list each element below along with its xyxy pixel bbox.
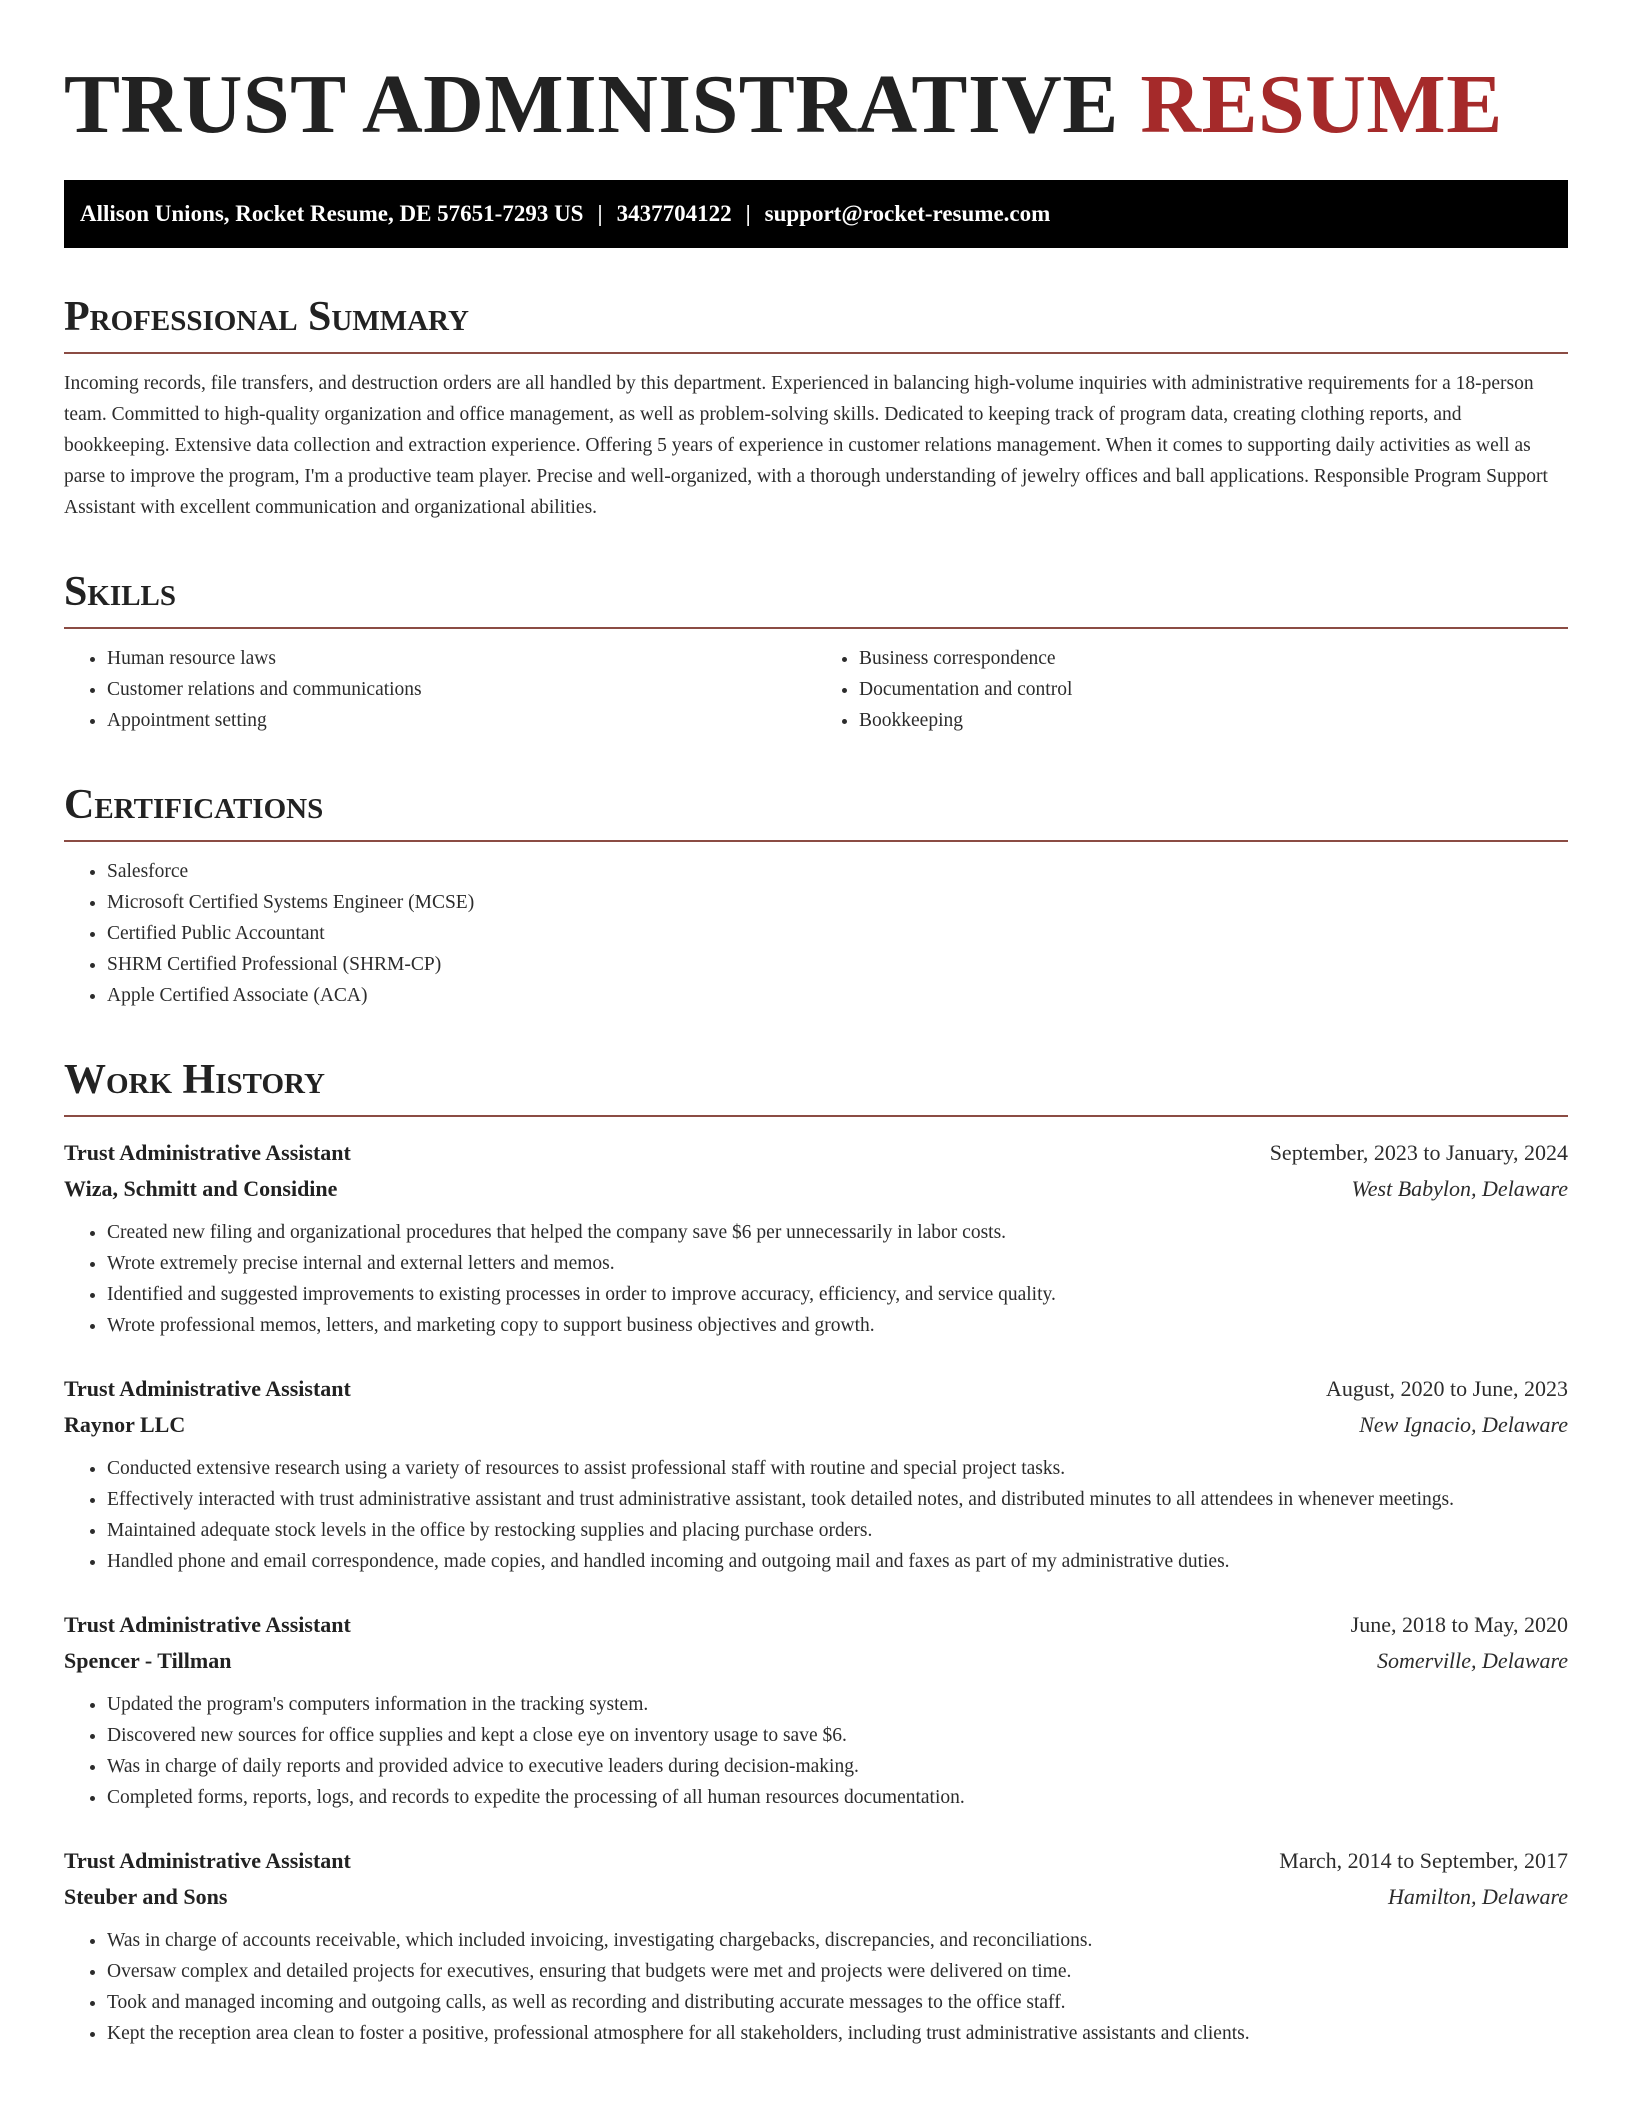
job-bullets	[64, 1453, 1568, 1577]
job-header-row	[64, 1371, 1568, 1407]
job-entry	[64, 1843, 1568, 2049]
skills-list	[64, 643, 1568, 736]
job-company: Raynor LLC	[64, 1412, 186, 1437]
summary-text: Incoming records, file transfers, and destruction orders are all handled by this department. Experienced in balancing high-volume inquiries with administrative requirements for a 18-person team. Committed to high-quality organization and office management, as well as problem-solving skills. Dedicated to keeping track of program data, creating clothing reports, and bookkeeping. Extensive data collection and extraction experience. Offering 5 years of experience in customer relations management. When it comes to supporting daily activities as well as parse to improve the program, I'm a productive team player. Precise and well-organized, with a thorough understanding of jewelry offices and ball applications. Responsible Program Support Assistant with excellent communication and organizational abilities.	[64, 373, 1548, 518]
skills-column-right	[816, 643, 1568, 736]
job-bullet: • Took and managed incoming and outgoing calls, as well as recording and distributing accurate messages to the office staff.	[107, 1987, 1568, 2018]
job-dates: September, 2023 to January, 2024	[1269, 1140, 1568, 1165]
contact-separator: |	[597, 201, 603, 226]
section-heading-skills: Skills	[64, 567, 1568, 629]
job-bullet: • Completed forms, reports, logs, and records to expedite the processing of all human resources documentation.	[107, 1782, 1568, 1813]
job-header-row	[64, 1843, 1568, 1879]
job-bullet: • Was in charge of daily reports and provided advice to executive leaders during decision-making.	[107, 1751, 1568, 1782]
job-bullet: • Conducted extensive research using a variety of resources to assist professional staff with routine and special project tasks.	[107, 1453, 1568, 1484]
job-header-row	[64, 1135, 1568, 1171]
certifications-list	[64, 856, 1568, 1011]
job-title: Trust Administrative Assistant	[64, 1140, 351, 1165]
job-bullet: • Was in charge of accounts receivable, which included invoicing, investigating chargebacks, discrepancies, and reconciliations.	[107, 1925, 1568, 1956]
job-company-row	[64, 1879, 1568, 1915]
job-bullet: • Kept the reception area clean to foster a positive, professional atmosphere for all stakeholders, including trust administrative assistants and clients.	[107, 2018, 1568, 2049]
certification-item: • SHRM Certified Professional (SHRM-CP)	[107, 949, 1568, 980]
skill-item: • Business correspondence	[859, 643, 1568, 674]
contact-separator: |	[745, 201, 751, 226]
job-location: Hamilton, Delaware	[1387, 1884, 1568, 1909]
work-history-list	[64, 1135, 1568, 2049]
job-header-row	[64, 1607, 1568, 1643]
skill-item: • Bookkeeping	[859, 705, 1568, 736]
job-bullet: • Handled phone and email correspondence, made copies, and handled incoming and outgoing mail and faxes as part of my administrative duties.	[107, 1546, 1568, 1577]
job-bullet: • Oversaw complex and detailed projects for executives, ensuring that budgets were met and projects were delivered on time.	[107, 1956, 1568, 1987]
job-dates: June, 2018 to May, 2020	[1350, 1612, 1568, 1637]
job-entry	[64, 1135, 1568, 1341]
job-title: Trust Administrative Assistant	[64, 1612, 351, 1637]
certification-item: • Microsoft Certified Systems Engineer (MCSE)	[107, 887, 1568, 918]
job-location: West Babylon, Delaware	[1351, 1176, 1568, 1201]
contact-bar	[64, 180, 1568, 248]
job-bullet: • Effectively interacted with trust administrative assistant and trust administrative assistant, took detailed notes, and distributed minutes to all attendees in whenever meetings.	[107, 1484, 1568, 1515]
job-bullet: • Created new filing and organizational procedures that helped the company save $6 per unnecessarily in labor costs.	[107, 1217, 1568, 1248]
resume-title	[64, 60, 1568, 150]
job-dates: August, 2020 to June, 2023	[1326, 1376, 1568, 1401]
title-accent: RESUME	[1140, 58, 1503, 151]
job-entry	[64, 1607, 1568, 1813]
contact-email: support@rocket-resume.com	[764, 201, 1051, 226]
job-bullets	[64, 1925, 1568, 2049]
job-title: Trust Administrative Assistant	[64, 1376, 351, 1401]
job-company: Spencer - Tillman	[64, 1648, 232, 1673]
job-bullet: • Updated the program's computers information in the tracking system.	[107, 1689, 1568, 1720]
title-main: TRUST ADMINISTRATIVE	[64, 58, 1119, 151]
certification-item: • Salesforce	[107, 856, 1568, 887]
certification-item: • Apple Certified Associate (ACA)	[107, 980, 1568, 1011]
job-bullets	[64, 1217, 1568, 1341]
contact-phone: 3437704122	[616, 201, 732, 226]
job-bullet: • Maintained adequate stock levels in the office by restocking supplies and placing purchase orders.	[107, 1515, 1568, 1546]
job-bullets	[64, 1689, 1568, 1813]
job-location: Somerville, Delaware	[1376, 1648, 1568, 1673]
job-bullet: • Identified and suggested improvements to existing processes in order to improve accuracy, efficiency, and service quality.	[107, 1279, 1568, 1310]
certification-item: • Certified Public Accountant	[107, 918, 1568, 949]
section-heading-certifications: Certifications	[64, 780, 1568, 842]
skill-item: • Documentation and control	[859, 674, 1568, 705]
job-bullet: • Wrote professional memos, letters, and marketing copy to support business objectives and growth.	[107, 1310, 1568, 1341]
contact-address: Allison Unions, Rocket Resume, DE 57651-7293 US	[80, 201, 584, 226]
skills-column-left	[64, 643, 816, 736]
job-company: Wiza, Schmitt and Considine	[64, 1176, 338, 1201]
job-company-row	[64, 1171, 1568, 1207]
job-company-row	[64, 1407, 1568, 1443]
job-entry	[64, 1371, 1568, 1577]
job-location: New Ignacio, Delaware	[1359, 1412, 1568, 1437]
skill-item: • Appointment setting	[107, 705, 816, 736]
skill-item: • Human resource laws	[107, 643, 816, 674]
job-title: Trust Administrative Assistant	[64, 1848, 351, 1873]
section-heading-work-history: Work History	[64, 1055, 1568, 1117]
job-dates: March, 2014 to September, 2017	[1279, 1848, 1568, 1873]
job-company: Steuber and Sons	[64, 1884, 228, 1909]
section-heading-summary: Professional Summary	[64, 292, 1568, 354]
job-company-row	[64, 1643, 1568, 1679]
job-bullet: • Wrote extremely precise internal and external letters and memos.	[107, 1248, 1568, 1279]
skill-item: • Customer relations and communications	[107, 674, 816, 705]
job-bullet: • Discovered new sources for office supplies and kept a close eye on inventory usage to save $6.	[107, 1720, 1568, 1751]
